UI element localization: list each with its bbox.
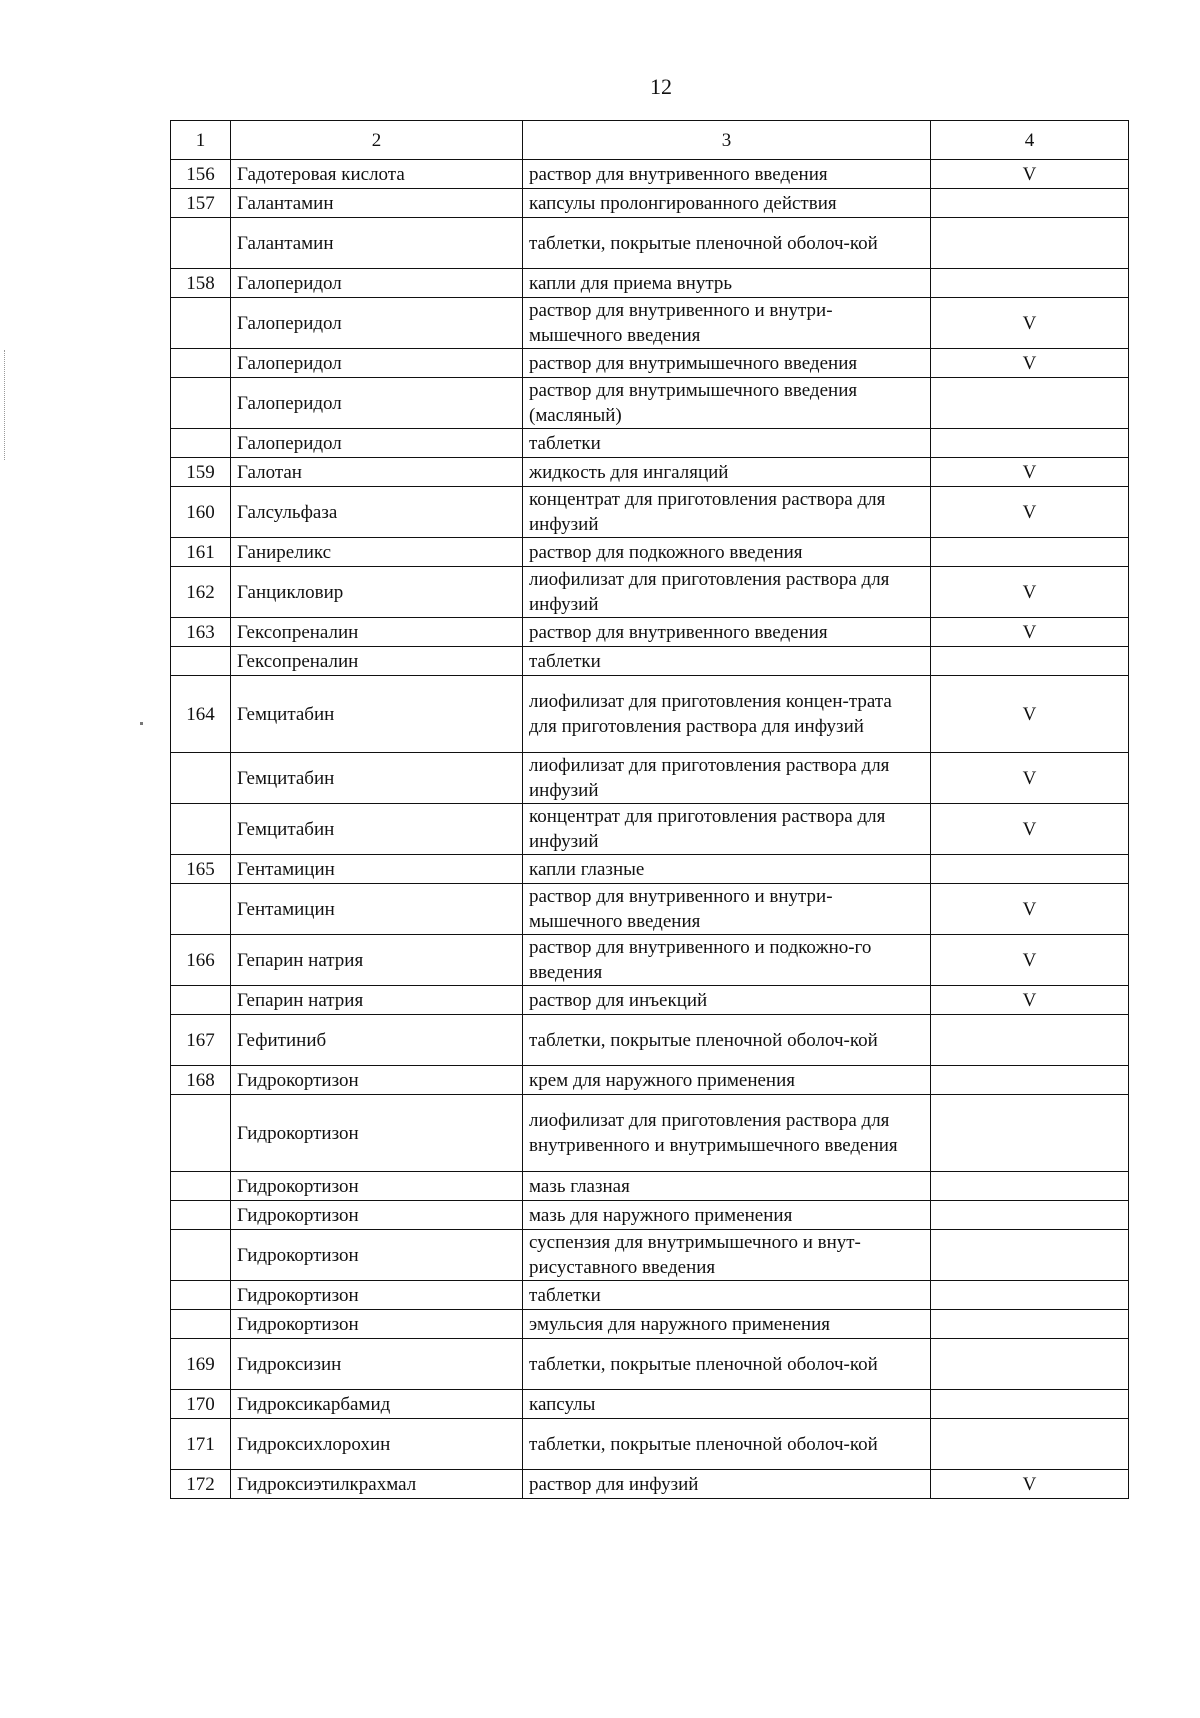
dosage-form-cell: таблетки, покрытые пленочной оболоч-кой — [523, 1015, 931, 1066]
table-row — [171, 1310, 1129, 1339]
drug-name-cell: Галантамин — [231, 189, 523, 218]
vital-mark-cell — [931, 429, 1129, 458]
table-row — [171, 298, 1129, 349]
vital-mark-cell — [931, 1281, 1129, 1310]
table-row — [171, 676, 1129, 753]
table-row — [171, 1470, 1129, 1499]
dosage-form-cell: раствор для инъекций — [523, 986, 931, 1015]
row-number-cell: 171 — [171, 1419, 231, 1470]
vital-mark-cell — [931, 647, 1129, 676]
row-number-cell: 164 — [171, 676, 231, 753]
vital-mark-cell: V — [931, 986, 1129, 1015]
drug-name-cell: Галоперидол — [231, 298, 523, 349]
dosage-form-cell: раствор для инфузий — [523, 1470, 931, 1499]
table-row — [171, 884, 1129, 935]
vital-mark-cell — [931, 218, 1129, 269]
dosage-form-cell: крем для наружного применения — [523, 1066, 931, 1095]
drug-name-cell: Галоперидол — [231, 429, 523, 458]
row-number-cell: 166 — [171, 935, 231, 986]
row-number-cell — [171, 349, 231, 378]
vital-mark-cell: V — [931, 804, 1129, 855]
dosage-form-cell: капсулы пролонгированного действия — [523, 189, 931, 218]
drug-name-cell: Гентамицин — [231, 884, 523, 935]
dosage-form-cell: раствор для внутримышечного введения (масляный) — [523, 378, 931, 429]
dosage-form-cell: мазь для наружного применения — [523, 1201, 931, 1230]
header-row — [171, 121, 1129, 160]
table-row — [171, 986, 1129, 1015]
dosage-form-cell: раствор для внутривенного введения — [523, 618, 931, 647]
dosage-form-cell: капсулы — [523, 1390, 931, 1419]
drug-name-cell: Гидрокортизон — [231, 1172, 523, 1201]
dosage-form-cell: лиофилизат для приготовления раствора для внутривенного и внутримышечного введения — [523, 1095, 931, 1172]
vital-mark-cell: V — [931, 935, 1129, 986]
vital-mark-cell — [931, 1390, 1129, 1419]
table-row — [171, 1201, 1129, 1230]
row-number-cell: 156 — [171, 160, 231, 189]
table-row — [171, 429, 1129, 458]
table-row — [171, 269, 1129, 298]
vital-mark-cell — [931, 1015, 1129, 1066]
table-row — [171, 567, 1129, 618]
table-row — [171, 160, 1129, 189]
dosage-form-cell: раствор для внутривенного введения — [523, 160, 931, 189]
dosage-form-cell: суспензия для внутримышечного и внут-рисуставного введения — [523, 1230, 931, 1281]
vital-mark-cell — [931, 189, 1129, 218]
table-row — [171, 378, 1129, 429]
row-number-cell: 161 — [171, 538, 231, 567]
vital-mark-cell — [931, 1310, 1129, 1339]
row-number-cell — [171, 378, 231, 429]
dosage-form-cell: таблетки — [523, 647, 931, 676]
vital-mark-cell — [931, 1066, 1129, 1095]
table-row — [171, 618, 1129, 647]
drug-name-cell: Гидрокортизон — [231, 1281, 523, 1310]
table-row — [171, 1066, 1129, 1095]
vital-mark-cell — [931, 269, 1129, 298]
drug-name-cell: Галоперидол — [231, 349, 523, 378]
row-number-cell: 157 — [171, 189, 231, 218]
header-cell-mark: 4 — [931, 121, 1129, 160]
vital-mark-cell — [931, 1095, 1129, 1172]
drug-name-cell: Гефитиниб — [231, 1015, 523, 1066]
row-number-cell — [171, 804, 231, 855]
drug-name-cell: Гидрокортизон — [231, 1230, 523, 1281]
dosage-form-cell: лиофилизат для приготовления раствора для инфузий — [523, 567, 931, 618]
table-row — [171, 647, 1129, 676]
drug-name-cell: Ганцикловир — [231, 567, 523, 618]
drug-name-cell: Галоперидол — [231, 378, 523, 429]
row-number-cell: 170 — [171, 1390, 231, 1419]
drug-name-cell: Галотан — [231, 458, 523, 487]
dosage-form-cell: таблетки — [523, 429, 931, 458]
vital-mark-cell: V — [931, 567, 1129, 618]
dosage-form-cell: раствор для внутривенного и внутри-мышечного введения — [523, 884, 931, 935]
vital-mark-cell — [931, 855, 1129, 884]
vital-mark-cell: V — [931, 884, 1129, 935]
row-number-cell: 163 — [171, 618, 231, 647]
table-row — [171, 1390, 1129, 1419]
vital-mark-cell: V — [931, 487, 1129, 538]
row-number-cell — [171, 298, 231, 349]
vital-mark-cell — [931, 538, 1129, 567]
drug-name-cell: Гепарин натрия — [231, 935, 523, 986]
page-number: 12 — [650, 74, 672, 99]
row-number-cell: 169 — [171, 1339, 231, 1390]
dosage-form-cell: раствор для внутримышечного введения — [523, 349, 931, 378]
vital-mark-cell — [931, 1419, 1129, 1470]
vital-mark-cell — [931, 1339, 1129, 1390]
vital-mark-cell: V — [931, 1470, 1129, 1499]
header-cell-form: 3 — [523, 121, 931, 160]
dosage-form-cell: жидкость для ингаляций — [523, 458, 931, 487]
row-number-cell: 165 — [171, 855, 231, 884]
table-row — [171, 935, 1129, 986]
row-number-cell: 159 — [171, 458, 231, 487]
table-row — [171, 1015, 1129, 1066]
drug-name-cell: Гемцитабин — [231, 676, 523, 753]
scan-speck — [140, 722, 143, 725]
drug-name-cell: Гидрокортизон — [231, 1095, 523, 1172]
table-row — [171, 1281, 1129, 1310]
row-number-cell: 167 — [171, 1015, 231, 1066]
dosage-form-cell: таблетки, покрытые пленочной оболоч-кой — [523, 1419, 931, 1470]
dosage-form-cell: раствор для внутривенного и подкожно-го введения — [523, 935, 931, 986]
drug-name-cell: Гексопреналин — [231, 647, 523, 676]
drug-name-cell: Гемцитабин — [231, 753, 523, 804]
row-number-cell: 162 — [171, 567, 231, 618]
dosage-form-cell: раствор для подкожного введения — [523, 538, 931, 567]
row-number-cell — [171, 753, 231, 804]
vital-mark-cell: V — [931, 298, 1129, 349]
table-row — [171, 458, 1129, 487]
table-body — [171, 160, 1129, 1499]
vital-mark-cell: V — [931, 753, 1129, 804]
dosage-form-cell: лиофилизат для приготовления концен-трата для приготовления раствора для инфузий — [523, 676, 931, 753]
drug-name-cell: Гентамицин — [231, 855, 523, 884]
dosage-form-cell: капли для приема внутрь — [523, 269, 931, 298]
row-number-cell — [171, 1230, 231, 1281]
vital-mark-cell — [931, 1172, 1129, 1201]
table-row — [171, 804, 1129, 855]
drug-name-cell: Гидроксиэтилкрахмал — [231, 1470, 523, 1499]
row-number-cell — [171, 218, 231, 269]
dosage-form-cell: таблетки — [523, 1281, 931, 1310]
dosage-form-cell: таблетки, покрытые пленочной оболоч-кой — [523, 1339, 931, 1390]
table-row — [171, 855, 1129, 884]
row-number-cell — [171, 429, 231, 458]
dosage-form-cell: концентрат для приготовления раствора для инфузий — [523, 804, 931, 855]
drug-name-cell: Гидрокортизон — [231, 1201, 523, 1230]
table-row — [171, 218, 1129, 269]
header-cell-name: 2 — [231, 121, 523, 160]
row-number-cell — [171, 1095, 231, 1172]
table-row — [171, 1230, 1129, 1281]
vital-mark-cell: V — [931, 349, 1129, 378]
drug-name-cell: Галоперидол — [231, 269, 523, 298]
vital-mark-cell: V — [931, 676, 1129, 753]
drug-name-cell: Гидроксихлорохин — [231, 1419, 523, 1470]
dosage-form-cell: концентрат для приготовления раствора для инфузий — [523, 487, 931, 538]
table-row — [171, 1339, 1129, 1390]
drug-name-cell: Гидрокортизон — [231, 1066, 523, 1095]
drug-name-cell: Гадотеровая кислота — [231, 160, 523, 189]
vital-mark-cell: V — [931, 458, 1129, 487]
drug-name-cell: Галантамин — [231, 218, 523, 269]
drug-name-cell: Галсульфаза — [231, 487, 523, 538]
row-number-cell — [171, 986, 231, 1015]
table-row — [171, 1095, 1129, 1172]
drug-name-cell: Гидроксизин — [231, 1339, 523, 1390]
scan-edge-marks — [4, 350, 7, 460]
dosage-form-cell: эмульсия для наружного применения — [523, 1310, 931, 1339]
table-row — [171, 487, 1129, 538]
drug-name-cell: Гемцитабин — [231, 804, 523, 855]
row-number-cell — [171, 884, 231, 935]
row-number-cell — [171, 1310, 231, 1339]
dosage-form-cell: мазь глазная — [523, 1172, 931, 1201]
vital-mark-cell — [931, 378, 1129, 429]
dosage-form-cell: таблетки, покрытые пленочной оболоч-кой — [523, 218, 931, 269]
vital-mark-cell — [931, 1201, 1129, 1230]
vital-mark-cell: V — [931, 618, 1129, 647]
drug-name-cell: Гидрокортизон — [231, 1310, 523, 1339]
table-row — [171, 189, 1129, 218]
drug-name-cell: Гидроксикарбамид — [231, 1390, 523, 1419]
drug-name-cell: Гексопреналин — [231, 618, 523, 647]
table-row — [171, 1172, 1129, 1201]
row-number-cell — [171, 647, 231, 676]
row-number-cell: 172 — [171, 1470, 231, 1499]
row-number-cell: 158 — [171, 269, 231, 298]
row-number-cell — [171, 1201, 231, 1230]
table-row — [171, 753, 1129, 804]
header-cell-number: 1 — [171, 121, 231, 160]
dosage-form-cell: капли глазные — [523, 855, 931, 884]
drug-name-cell: Ганиреликс — [231, 538, 523, 567]
row-number-cell: 168 — [171, 1066, 231, 1095]
dosage-form-cell: лиофилизат для приготовления раствора для инфузий — [523, 753, 931, 804]
vital-mark-cell: V — [931, 160, 1129, 189]
vital-mark-cell — [931, 1230, 1129, 1281]
row-number-cell: 160 — [171, 487, 231, 538]
dosage-form-cell: раствор для внутривенного и внутри-мышечного введения — [523, 298, 931, 349]
drug-name-cell: Гепарин натрия — [231, 986, 523, 1015]
table-row — [171, 1419, 1129, 1470]
table-row — [171, 349, 1129, 378]
table-row — [171, 538, 1129, 567]
row-number-cell — [171, 1172, 231, 1201]
drug-table — [170, 120, 1129, 1499]
row-number-cell — [171, 1281, 231, 1310]
